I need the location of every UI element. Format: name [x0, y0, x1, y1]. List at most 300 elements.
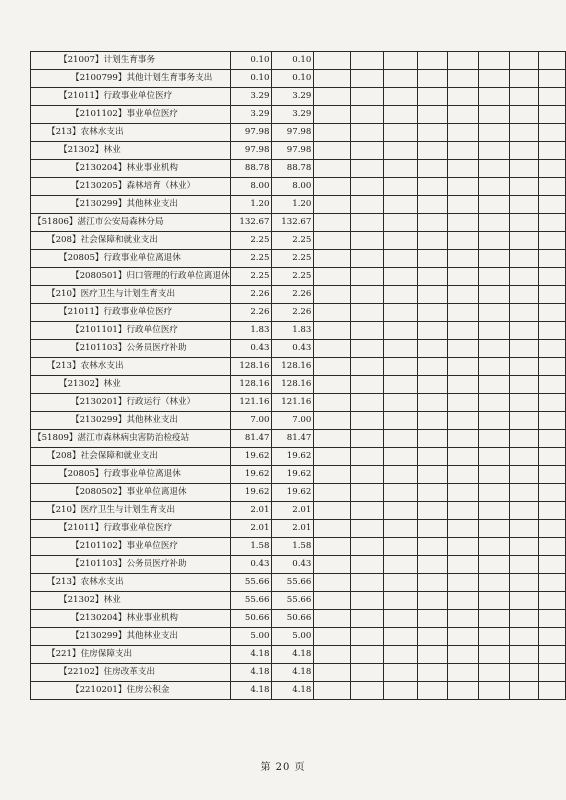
row-total-value: 1.83 — [230, 322, 272, 340]
empty-cell — [479, 286, 509, 304]
row-item-name: 【21011】行政事业单位医疗 — [31, 520, 231, 538]
table-row — [31, 124, 566, 142]
empty-cell — [509, 646, 538, 664]
row-item-name: 【2080502】事业单位离退休 — [31, 484, 231, 502]
row-subtotal-value: 55.66 — [272, 574, 314, 592]
empty-cell — [479, 70, 509, 88]
row-subtotal-value: 2.25 — [272, 250, 314, 268]
row-total-value: 132.67 — [230, 214, 272, 232]
row-subtotal-value: 19.62 — [272, 484, 314, 502]
empty-cell — [417, 124, 447, 142]
row-subtotal-value: 2.25 — [272, 268, 314, 286]
row-total-value: 88.78 — [230, 160, 272, 178]
row-subtotal-value: 3.29 — [272, 88, 314, 106]
table-row — [31, 70, 566, 88]
empty-cell — [314, 394, 351, 412]
empty-cell — [383, 664, 417, 682]
empty-cell — [479, 376, 509, 394]
empty-cell — [383, 358, 417, 376]
empty-cell — [539, 412, 566, 430]
empty-cell — [350, 250, 383, 268]
empty-cell — [350, 628, 383, 646]
empty-cell — [350, 286, 383, 304]
table-row — [31, 52, 566, 70]
row-subtotal-value: 128.16 — [272, 358, 314, 376]
row-item-name: 【2100799】其他计划生育事务支出 — [31, 70, 231, 88]
empty-cell — [448, 286, 479, 304]
empty-cell — [383, 430, 417, 448]
empty-cell — [509, 304, 538, 322]
row-item-name: 【21011】行政事业单位医疗 — [31, 88, 231, 106]
row-total-value: 2.25 — [230, 268, 272, 286]
empty-cell — [383, 178, 417, 196]
empty-cell — [314, 502, 351, 520]
empty-cell — [417, 412, 447, 430]
empty-cell — [383, 124, 417, 142]
row-item-name: 【2130299】其他林业支出 — [31, 412, 231, 430]
empty-cell — [539, 448, 566, 466]
empty-cell — [479, 214, 509, 232]
empty-cell — [479, 538, 509, 556]
row-item-name: 【208】社会保障和就业支出 — [31, 232, 231, 250]
empty-cell — [448, 340, 479, 358]
empty-cell — [539, 160, 566, 178]
empty-cell — [314, 682, 351, 700]
empty-cell — [448, 664, 479, 682]
row-total-value: 2.25 — [230, 250, 272, 268]
table-row — [31, 412, 566, 430]
empty-cell — [383, 682, 417, 700]
row-item-name: 【221】住房保障支出 — [31, 646, 231, 664]
empty-cell — [479, 358, 509, 376]
row-item-name: 【21302】林业 — [31, 592, 231, 610]
empty-cell — [314, 646, 351, 664]
empty-cell — [479, 196, 509, 214]
row-item-name: 【213】农林水支出 — [31, 358, 231, 376]
row-total-value: 0.43 — [230, 340, 272, 358]
empty-cell — [448, 142, 479, 160]
empty-cell — [383, 466, 417, 484]
empty-cell — [479, 610, 509, 628]
empty-cell — [479, 574, 509, 592]
empty-cell — [417, 178, 447, 196]
row-total-value: 0.10 — [230, 70, 272, 88]
empty-cell — [539, 466, 566, 484]
table-row — [31, 322, 566, 340]
row-item-name: 【51806】湛江市公安局森林分局 — [31, 214, 231, 232]
row-total-value: 7.00 — [230, 412, 272, 430]
empty-cell — [509, 538, 538, 556]
empty-cell — [448, 160, 479, 178]
table-row — [31, 502, 566, 520]
empty-cell — [314, 70, 351, 88]
table-row — [31, 556, 566, 574]
empty-cell — [509, 628, 538, 646]
table-row — [31, 592, 566, 610]
row-subtotal-value: 1.58 — [272, 538, 314, 556]
table-row — [31, 538, 566, 556]
empty-cell — [448, 682, 479, 700]
row-item-name: 【2080501】归口管理的行政单位离退休 — [31, 268, 231, 286]
empty-cell — [509, 448, 538, 466]
empty-cell — [479, 664, 509, 682]
empty-cell — [448, 556, 479, 574]
empty-cell — [314, 160, 351, 178]
row-total-value: 4.18 — [230, 664, 272, 682]
empty-cell — [448, 52, 479, 70]
empty-cell — [479, 394, 509, 412]
row-subtotal-value: 2.26 — [272, 304, 314, 322]
empty-cell — [314, 52, 351, 70]
empty-cell — [448, 520, 479, 538]
empty-cell — [314, 196, 351, 214]
table-row — [31, 646, 566, 664]
table-row — [31, 142, 566, 160]
empty-cell — [314, 142, 351, 160]
page-number: 第 20 页 — [260, 762, 306, 773]
empty-cell — [509, 88, 538, 106]
empty-cell — [509, 484, 538, 502]
empty-cell — [350, 682, 383, 700]
empty-cell — [509, 124, 538, 142]
empty-cell — [383, 88, 417, 106]
empty-cell — [479, 520, 509, 538]
empty-cell — [314, 340, 351, 358]
empty-cell — [539, 232, 566, 250]
row-item-name: 【20805】行政事业单位离退休 — [31, 466, 231, 484]
empty-cell — [417, 304, 447, 322]
row-total-value: 2.25 — [230, 232, 272, 250]
row-total-value: 1.20 — [230, 196, 272, 214]
table-row — [31, 448, 566, 466]
empty-cell — [383, 538, 417, 556]
row-subtotal-value: 97.98 — [272, 142, 314, 160]
row-subtotal-value: 7.00 — [272, 412, 314, 430]
empty-cell — [383, 214, 417, 232]
row-item-name: 【2101101】行政单位医疗 — [31, 322, 231, 340]
empty-cell — [448, 448, 479, 466]
table-row — [31, 484, 566, 502]
row-subtotal-value: 2.01 — [272, 520, 314, 538]
empty-cell — [479, 628, 509, 646]
empty-cell — [383, 376, 417, 394]
empty-cell — [350, 538, 383, 556]
empty-cell — [539, 430, 566, 448]
empty-cell — [448, 358, 479, 376]
empty-cell — [350, 502, 383, 520]
empty-cell — [479, 682, 509, 700]
row-subtotal-value: 121.16 — [272, 394, 314, 412]
empty-cell — [479, 106, 509, 124]
row-item-name: 【2130201】行政运行（林业） — [31, 394, 231, 412]
empty-cell — [417, 52, 447, 70]
empty-cell — [479, 124, 509, 142]
empty-cell — [479, 466, 509, 484]
empty-cell — [350, 214, 383, 232]
empty-cell — [448, 502, 479, 520]
empty-cell — [350, 340, 383, 358]
empty-cell — [539, 556, 566, 574]
row-total-value: 19.62 — [230, 466, 272, 484]
empty-cell — [350, 70, 383, 88]
empty-cell — [509, 70, 538, 88]
row-total-value: 19.62 — [230, 484, 272, 502]
empty-cell — [350, 142, 383, 160]
empty-cell — [350, 610, 383, 628]
row-total-value: 4.18 — [230, 682, 272, 700]
empty-cell — [509, 214, 538, 232]
empty-cell — [350, 232, 383, 250]
empty-cell — [448, 214, 479, 232]
empty-cell — [417, 628, 447, 646]
empty-cell — [350, 664, 383, 682]
empty-cell — [314, 628, 351, 646]
table-row — [31, 430, 566, 448]
row-item-name: 【213】农林水支出 — [31, 574, 231, 592]
empty-cell — [383, 556, 417, 574]
empty-cell — [509, 502, 538, 520]
empty-cell — [350, 268, 383, 286]
row-subtotal-value: 55.66 — [272, 592, 314, 610]
empty-cell — [539, 70, 566, 88]
empty-cell — [383, 106, 417, 124]
empty-cell — [314, 268, 351, 286]
row-subtotal-value: 81.47 — [272, 430, 314, 448]
empty-cell — [539, 52, 566, 70]
row-total-value: 2.01 — [230, 520, 272, 538]
empty-cell — [509, 394, 538, 412]
row-subtotal-value: 1.20 — [272, 196, 314, 214]
table-row — [31, 682, 566, 700]
empty-cell — [509, 286, 538, 304]
table-row — [31, 610, 566, 628]
empty-cell — [383, 160, 417, 178]
empty-cell — [350, 124, 383, 142]
empty-cell — [448, 574, 479, 592]
row-subtotal-value: 2.25 — [272, 232, 314, 250]
row-item-name: 【21011】行政事业单位医疗 — [31, 304, 231, 322]
empty-cell — [448, 304, 479, 322]
empty-cell — [509, 592, 538, 610]
row-subtotal-value: 8.00 — [272, 178, 314, 196]
row-total-value: 3.29 — [230, 106, 272, 124]
empty-cell — [417, 592, 447, 610]
empty-cell — [383, 232, 417, 250]
empty-cell — [509, 520, 538, 538]
table-row — [31, 88, 566, 106]
table-row — [31, 358, 566, 376]
empty-cell — [448, 646, 479, 664]
empty-cell — [509, 250, 538, 268]
empty-cell — [383, 322, 417, 340]
empty-cell — [314, 178, 351, 196]
empty-cell — [479, 250, 509, 268]
empty-cell — [383, 394, 417, 412]
empty-cell — [350, 358, 383, 376]
empty-cell — [314, 214, 351, 232]
empty-cell — [539, 124, 566, 142]
empty-cell — [383, 646, 417, 664]
table-row — [31, 286, 566, 304]
empty-cell — [509, 376, 538, 394]
empty-cell — [350, 376, 383, 394]
empty-cell — [448, 106, 479, 124]
empty-cell — [509, 682, 538, 700]
empty-cell — [383, 484, 417, 502]
empty-cell — [448, 232, 479, 250]
row-item-name: 【2130299】其他林业支出 — [31, 196, 231, 214]
row-subtotal-value: 2.26 — [272, 286, 314, 304]
empty-cell — [539, 484, 566, 502]
row-subtotal-value: 4.18 — [272, 664, 314, 682]
empty-cell — [350, 466, 383, 484]
row-subtotal-value: 2.01 — [272, 502, 314, 520]
empty-cell — [448, 124, 479, 142]
empty-cell — [539, 520, 566, 538]
empty-cell — [539, 646, 566, 664]
table-row — [31, 106, 566, 124]
empty-cell — [350, 412, 383, 430]
row-item-name: 【2210201】住房公积金 — [31, 682, 231, 700]
row-subtotal-value: 88.78 — [272, 160, 314, 178]
table-row — [31, 376, 566, 394]
row-total-value: 0.43 — [230, 556, 272, 574]
empty-cell — [479, 412, 509, 430]
row-total-value: 8.00 — [230, 178, 272, 196]
empty-cell — [417, 502, 447, 520]
row-subtotal-value: 3.29 — [272, 106, 314, 124]
empty-cell — [417, 286, 447, 304]
empty-cell — [314, 466, 351, 484]
row-total-value: 55.66 — [230, 592, 272, 610]
empty-cell — [539, 286, 566, 304]
row-subtotal-value: 5.00 — [272, 628, 314, 646]
empty-cell — [314, 376, 351, 394]
empty-cell — [539, 610, 566, 628]
empty-cell — [314, 484, 351, 502]
empty-cell — [383, 304, 417, 322]
row-item-name: 【51809】湛江市森林病虫害防治检疫站 — [31, 430, 231, 448]
row-item-name: 【2130204】林业事业机构 — [31, 160, 231, 178]
empty-cell — [417, 88, 447, 106]
empty-cell — [350, 304, 383, 322]
row-total-value: 2.01 — [230, 502, 272, 520]
row-total-value: 0.10 — [230, 52, 272, 70]
row-item-name: 【2101103】公务员医疗补助 — [31, 556, 231, 574]
empty-cell — [479, 304, 509, 322]
empty-cell — [350, 52, 383, 70]
table-row — [31, 268, 566, 286]
empty-cell — [448, 412, 479, 430]
row-total-value: 97.98 — [230, 142, 272, 160]
empty-cell — [509, 196, 538, 214]
empty-cell — [448, 196, 479, 214]
empty-cell — [448, 178, 479, 196]
empty-cell — [314, 430, 351, 448]
empty-cell — [509, 466, 538, 484]
empty-cell — [350, 484, 383, 502]
empty-cell — [479, 160, 509, 178]
row-item-name: 【2101102】事业单位医疗 — [31, 106, 231, 124]
empty-cell — [509, 430, 538, 448]
empty-cell — [539, 250, 566, 268]
row-total-value: 128.16 — [230, 358, 272, 376]
empty-cell — [539, 88, 566, 106]
empty-cell — [417, 196, 447, 214]
empty-cell — [314, 592, 351, 610]
empty-cell — [479, 88, 509, 106]
empty-cell — [509, 106, 538, 124]
table-body — [31, 52, 566, 700]
table-row — [31, 250, 566, 268]
empty-cell — [314, 286, 351, 304]
row-total-value: 5.00 — [230, 628, 272, 646]
empty-cell — [350, 448, 383, 466]
empty-cell — [448, 268, 479, 286]
empty-cell — [417, 682, 447, 700]
empty-cell — [383, 196, 417, 214]
empty-cell — [479, 268, 509, 286]
row-subtotal-value: 0.43 — [272, 340, 314, 358]
row-item-name: 【210】医疗卫生与计划生育支出 — [31, 502, 231, 520]
empty-cell — [383, 268, 417, 286]
empty-cell — [509, 412, 538, 430]
empty-cell — [448, 538, 479, 556]
table-row — [31, 340, 566, 358]
row-subtotal-value: 132.67 — [272, 214, 314, 232]
empty-cell — [539, 376, 566, 394]
table-row — [31, 466, 566, 484]
empty-cell — [417, 646, 447, 664]
row-subtotal-value: 1.83 — [272, 322, 314, 340]
empty-cell — [350, 556, 383, 574]
row-subtotal-value: 19.62 — [272, 466, 314, 484]
empty-cell — [448, 322, 479, 340]
empty-cell — [383, 412, 417, 430]
table-row — [31, 664, 566, 682]
empty-cell — [479, 502, 509, 520]
empty-cell — [314, 538, 351, 556]
empty-cell — [479, 646, 509, 664]
empty-cell — [509, 610, 538, 628]
empty-cell — [479, 322, 509, 340]
empty-cell — [417, 268, 447, 286]
empty-cell — [539, 502, 566, 520]
empty-cell — [417, 430, 447, 448]
empty-cell — [448, 88, 479, 106]
row-item-name: 【2130205】森林培育（林业） — [31, 178, 231, 196]
row-total-value: 19.62 — [230, 448, 272, 466]
table-row — [31, 628, 566, 646]
empty-cell — [479, 142, 509, 160]
empty-cell — [509, 232, 538, 250]
empty-cell — [350, 592, 383, 610]
empty-cell — [479, 178, 509, 196]
empty-cell — [417, 250, 447, 268]
table-row — [31, 394, 566, 412]
empty-cell — [314, 610, 351, 628]
empty-cell — [314, 520, 351, 538]
empty-cell — [539, 322, 566, 340]
empty-cell — [383, 70, 417, 88]
row-total-value: 2.26 — [230, 286, 272, 304]
empty-cell — [509, 322, 538, 340]
empty-cell — [509, 178, 538, 196]
empty-cell — [509, 268, 538, 286]
empty-cell — [383, 502, 417, 520]
row-item-name: 【2101102】事业单位医疗 — [31, 538, 231, 556]
empty-cell — [314, 124, 351, 142]
